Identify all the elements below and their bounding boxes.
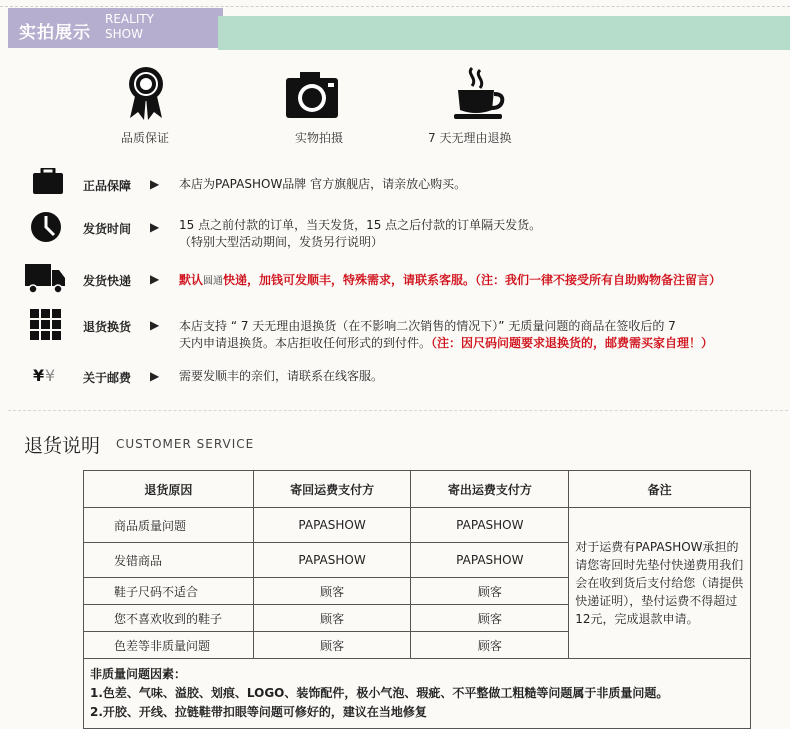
yen-icon [33,365,63,385]
table-footer [84,659,751,729]
table-header-row [84,471,751,508]
returns-line1: 本店支持 “ 7 天无理由退换货（在不影响二次销售的情况下）” 无质量问题的商品在签收后的 7 [179,319,676,333]
header-subtitle [105,12,154,42]
footer-heading: 非质量问题因素： [90,667,187,681]
row-arrow-icon: ▶ [150,177,160,191]
table-cell-reason: 您不喜欢收到的鞋子 [84,605,254,632]
header-subtitle-line2: SHOW [105,27,143,41]
header-dotted-line [0,6,790,7]
svg-text:¥: ¥ [45,366,56,385]
table-cell-reason: 商品质量问题 [84,508,254,543]
return-policy-table [83,470,751,729]
feature-label-return: 7 天无理由退换 [428,131,512,145]
table-header: 寄出运费支付方 [411,471,569,508]
table-cell-reason: 发错商品 [84,543,254,578]
feature-label-quality: 品质保证 [121,131,170,145]
express-note: 快递，加钱可发顺丰，特殊需求，请联系客服。（注：我们一律不接受所有自助购物备注留言） [223,273,722,287]
section-title: 退货说明 [24,435,101,457]
row-text-shipping-time [179,217,541,251]
shipping-time-line1: 15 点之前付款的订单，当天发货，15 点之后付款的订单隔天发货。 [179,218,542,232]
row-text-returns [179,318,713,352]
table-cell: PAPASHOW [253,508,411,543]
footer-line1: 1.色差、气味、溢胶、划痕、LOGO、装饰配件，极小气泡、瑕疵、不平整做工粗糙等问题属于非质量问题。 [90,686,669,700]
row-text-express [179,272,721,290]
table-header: 寄回运费支付方 [253,471,411,508]
grid-icon [30,309,62,341]
row-text-postage: 需要发顺丰的亲们，请联系在线客服。 [179,369,384,383]
header-title: 实拍展示 [19,23,91,43]
footer-line2: 2.开胶、开线、拉链鞋带扣眼等问题可修好的，建议在当地修复 [90,705,427,719]
returns-line2-text: 天内申请退换货。本店拒收任何形式的到付件。 [179,336,432,350]
table-cell: 顾客 [253,578,411,605]
row-arrow-icon: ▶ [150,272,160,286]
table-note: 对于运费有PAPASHOW承担的请您寄回时先垫付快递费用我们会在收到货后支付给您（请提供快递证明），垫付运费不得超过12元，完成退款申请。 [569,508,751,659]
returns-line2-note: （注：因尺码问题要求退换货的，邮费需买家自理！） [431,336,714,350]
shipping-time-line2: （特别大型活动期间，发货另行说明） [179,235,384,249]
header-green-block [218,16,790,50]
row-arrow-icon: ▶ [150,369,160,383]
row-arrow-icon: ▶ [150,318,160,332]
section-subtitle: CUSTOMER SERVICE [116,437,255,451]
table-cell: 顾客 [411,578,569,605]
table-cell: PAPASHOW [411,543,569,578]
table-cell-reason: 鞋子尺码不适合 [84,578,254,605]
table-footer-row [84,659,751,729]
header-subtitle-line1: REALITY [105,12,155,26]
row-label-genuine: 正品保障 [83,179,132,193]
header-banner [0,0,790,50]
feature-label-photo: 实物拍摄 [295,131,344,145]
table-cell: 顾客 [411,605,569,632]
table-header: 备注 [569,471,751,508]
row-text-genuine: 本店为PAPASHOW品牌 官方旗舰店，请亲放心购买。 [179,177,467,191]
coffee-cup-icon [454,66,506,120]
table-cell: PAPASHOW [253,543,411,578]
returns-line2 [179,335,713,352]
table-cell-reason: 色差等非质量问题 [84,632,254,659]
express-default: 默认 [179,273,204,287]
briefcase-icon [33,168,63,194]
row-label-returns: 退货换货 [83,320,132,334]
ribbon-award-icon [128,66,164,122]
table-cell: 顾客 [411,632,569,659]
express-carrier: 圆通 [203,276,224,287]
row-label-shipping-time: 发货时间 [83,222,132,236]
row-label-postage: 关于邮费 [83,371,132,385]
camera-icon [286,72,338,118]
svg-text:¥: ¥ [33,366,45,385]
table-cell: 顾客 [253,605,411,632]
table-header: 退货原因 [84,471,254,508]
table-cell: 顾客 [253,632,411,659]
table-cell: PAPASHOW [411,508,569,543]
row-arrow-icon: ▶ [150,220,160,234]
section-divider [8,410,788,411]
table-row [84,508,751,543]
truck-icon [25,264,65,294]
row-label-express: 发货快递 [83,274,132,288]
clock-icon [30,211,62,243]
